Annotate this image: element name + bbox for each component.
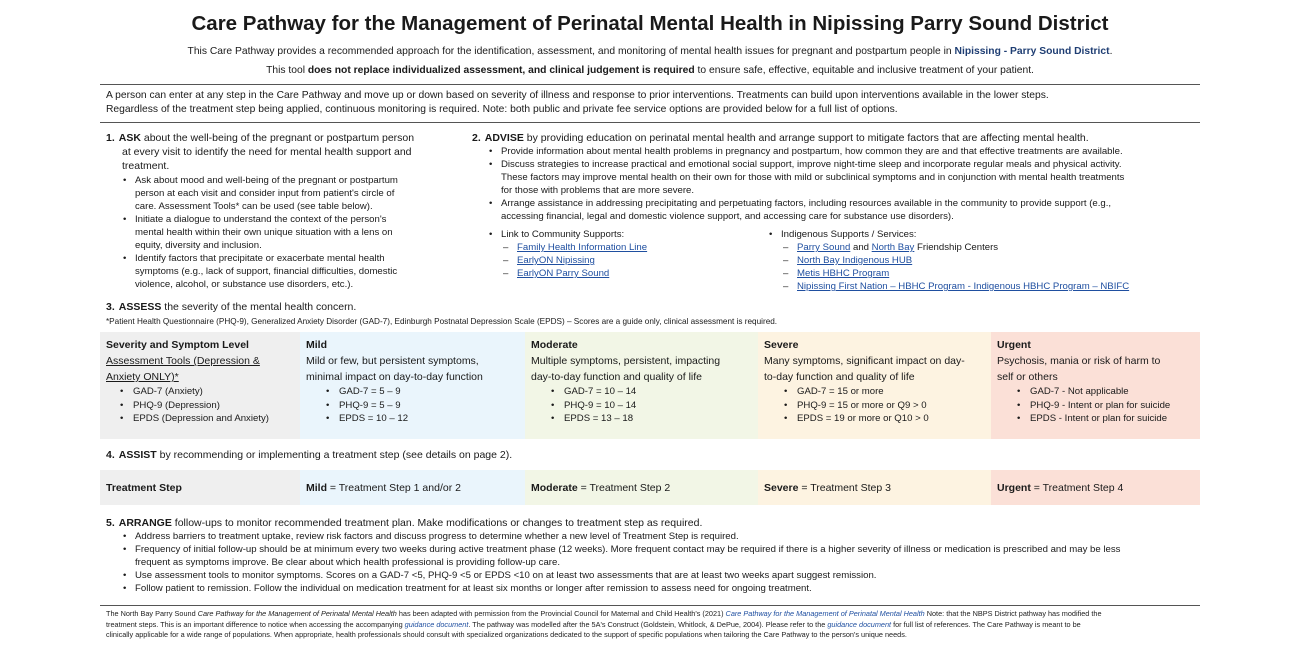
severity-scores — [764, 385, 985, 426]
tool-item: • EPDS (Depression and Anxiety) — [100, 412, 294, 426]
indigenous-links — [780, 241, 1184, 293]
link-pcmch-care-pathway[interactable]: Care Pathway for the Management of Perinatal Mental Health — [725, 609, 925, 618]
assist-number: 4. — [106, 449, 115, 461]
arrange-heading — [106, 516, 1196, 530]
footer-line-2: treatment steps. This is an important difference to notice when accessing the accompanying guidance document. The pathway was modelled after the 5A's Construct (Goldstein, Whitlock, & DePue, 2004). Please refer to the guidance document for full list of references. The Care Pathway is meant to be — [106, 619, 1081, 629]
link-earlyon-parry-sound[interactable]: EarlyON Parry Sound — [517, 268, 610, 279]
treatment-step-label-cell — [100, 470, 300, 505]
severity-desc: to-day function and quality of life — [764, 371, 915, 383]
severity-desc: Multiple symptoms, persistent, impacting — [531, 355, 721, 367]
severity-cell-moderate — [525, 332, 758, 439]
treatment-level: Severe — [764, 482, 799, 494]
arrange-keyword: ARRANGE — [118, 517, 172, 529]
severity-desc: Mild or few, but persistent symptoms, — [306, 355, 479, 367]
assessment-tools-title-2: Anxiety ONLY)* — [106, 371, 179, 383]
indigenous-link-item — [780, 241, 1184, 254]
link-guidance-document-2[interactable]: guidance document — [827, 619, 892, 629]
assist-heading — [106, 448, 806, 462]
score-item: • EPDS = 19 or more or Q10 > 0 — [764, 412, 985, 426]
ask-bullet: • Initiate a dialogue to understand the context of the person's mental health within their own unique situation with a lens on equity, diversity and inclusion. — [118, 213, 456, 252]
support-links — [472, 228, 1197, 293]
severity-scores — [306, 385, 519, 426]
severity-cell-severe — [758, 332, 991, 439]
link-family-health-line[interactable]: Family Health Information Line — [517, 242, 648, 253]
severity-header-cell — [100, 332, 300, 439]
score-item: • PHQ-9 = 5 – 9 — [306, 399, 519, 413]
footer-line-3: clinically applicable for a wide range of populations. When appropriate, health professionals should consult with specialized organizations dedicated to the support of specific populations when tailoring the Care Pathway to the person's unique needs. — [106, 630, 907, 639]
community-link-item — [500, 254, 764, 267]
severity-cell-mild — [300, 332, 525, 439]
severity-scores — [997, 385, 1194, 426]
link-earlyon-nipissing[interactable]: EarlyON Nipissing — [517, 255, 595, 266]
score-item: • EPDS - Intent or plan for suicide — [997, 412, 1194, 426]
disclaimer-pre: This tool — [266, 65, 308, 76]
assess-lead: the severity of the mental health concern. — [161, 301, 357, 313]
treatment-text: = Treatment Step 4 — [1030, 482, 1124, 494]
disclaimer-bold: does not replace individualized assessment, and clinical judgement is required — [307, 65, 695, 76]
severity-level-name: Urgent — [997, 339, 1031, 351]
arrange-bullet: • Use assessment tools to monitor symptoms. Scores on a GAD-7 <5, PHQ-9 <5 or EPDS <10 on at least two assessments that are at least two weeks apart suggest remission. — [118, 569, 1196, 582]
advise-heading — [472, 131, 1197, 145]
indigenous-link-item — [780, 280, 1184, 293]
treatment-cell-urgent — [991, 470, 1200, 505]
severity-table — [100, 332, 1200, 439]
tool-item: • PHQ-9 (Depression) — [100, 399, 294, 413]
arrange-lead: follow-ups to monitor recommended treatment plan. Make modifications or changes to treatment step as required. — [171, 517, 703, 529]
severity-level-name: Moderate — [531, 339, 578, 351]
ask-lead-3: treatment. — [122, 160, 170, 172]
treatment-step-row — [100, 470, 1200, 505]
and-text: and — [850, 242, 872, 253]
intro-line-1: A person can enter at any step in the Care Pathway and move up or down based on severity of illness and response to prior interventions. Treatments can build upon interventions available in the lower steps. — [106, 90, 1049, 101]
ask-bullets — [118, 174, 456, 291]
assessment-tools-note: *Patient Health Questionnaire (PHQ-9), Generalized Anxiety Disorder (GAD-7), Edinburgh Postnatal Depression Scale (EPDS) – Scores are a guide only, clinical assessment is required. — [106, 317, 778, 326]
community-links — [500, 241, 764, 280]
arrange-number: 5. — [106, 517, 115, 529]
page-title: Care Pathway for the Management of Perinatal Mental Health in Nipissing Parry Sound District — [191, 12, 1109, 35]
arrange-bullet: • Follow patient to remission. Follow the individual on medication treatment for at least six months or longer after remission to assess need for ongoing treatment. — [118, 582, 1196, 595]
subtitle-disclaimer — [100, 65, 1200, 76]
assess-heading — [106, 300, 806, 314]
treatment-cell-moderate — [525, 470, 758, 505]
indigenous-supports — [764, 228, 1184, 293]
section-assist — [106, 448, 806, 462]
community-link-item — [500, 267, 764, 280]
score-item: • PHQ-9 = 10 – 14 — [531, 399, 752, 413]
section-arrange — [106, 516, 1196, 595]
link-guidance-document[interactable]: guidance document — [404, 619, 469, 629]
advise-keyword: ADVISE — [484, 132, 524, 144]
treatment-level: Moderate — [531, 482, 578, 494]
section-advise — [472, 131, 1197, 293]
footer-attribution — [106, 609, 1196, 641]
score-item: • PHQ-9 = 15 or more or Q9 > 0 — [764, 399, 985, 413]
subtitle-scope-end: . — [1109, 46, 1113, 57]
score-item: • PHQ-9 - Intent or plan for suicide — [997, 399, 1194, 413]
score-item: • GAD-7 = 10 – 14 — [531, 385, 752, 399]
community-link-item — [500, 241, 764, 254]
divider-intro — [100, 122, 1200, 123]
divider-footer — [100, 605, 1200, 606]
indigenous-supports-label: • Indigenous Supports / Services: — [764, 228, 1184, 241]
score-item: • GAD-7 = 5 – 9 — [306, 385, 519, 399]
link-nipissing-first-nation[interactable]: Nipissing First Nation – HBHC Program - Indigenous HBHC Program – NBIFC — [797, 281, 1130, 292]
link-metis-hbhc[interactable]: Metis HBHC Program — [797, 268, 890, 279]
treatment-text: = Treatment Step 2 — [577, 482, 671, 494]
advise-lead: by providing education on perinatal mental health and arrange support to mitigate factors that are affecting mental health. — [523, 132, 1089, 144]
arrange-bullet: • Address barriers to treatment uptake, review risk factors and discuss progress to determine whether a new level of Treatment Step is required. — [118, 530, 1196, 543]
disclaimer-post: to ensure safe, effective, equitable and inclusive treatment of your patient. — [694, 65, 1034, 76]
severity-desc: day-to-day function and quality of life — [531, 371, 703, 383]
indigenous-link-item — [780, 267, 1184, 280]
assessment-tools-title: Assessment Tools (Depression & — [106, 355, 260, 367]
severity-desc: minimal impact on day-to-day function — [306, 371, 483, 383]
ask-keyword: ASK — [118, 132, 141, 144]
severity-scores — [531, 385, 752, 426]
ask-bullet: • Identify factors that precipitate or exacerbate mental health symptoms (e.g., lack of support, financial difficulties, domestic violence, alcohol, or substance use disorders, etc.). — [118, 252, 456, 291]
district-highlight: Nipissing - Parry Sound District — [954, 46, 1110, 57]
ask-lead: about the well-being of the pregnant or postpartum person — [140, 132, 415, 144]
treatment-level: Mild — [306, 482, 327, 494]
footer-line-1: The North Bay Parry Sound Care Pathway for the Management of Perinatal Mental Health has been adapted with permission from the Provincial Council for Maternal and Child Health's (2021) Care Pathway for the Management of Perinatal Mental Health Note: that the NBPS District pathway has modified the — [106, 609, 1102, 618]
ask-lead-2: at every visit to identify the need for mental health support and — [122, 146, 412, 158]
divider-top — [100, 84, 1200, 85]
severity-level-name: Severe — [764, 339, 799, 351]
arrange-bullet: • Frequency of initial follow-up should be at minimum every two weeks during active treatment phase (12 weeks). More frequent contact may be required if there is a higher severity of illness or medication is prescribed and may be less frequent as symptoms improve. Be clear about which health professional is providing follow-up care. — [118, 543, 1196, 569]
advise-bullet: • Discuss strategies to increase practical and emotional social support, improve night-time sleep and incorporate regular meals and physical activity. These factors may improve mental health on their own for those with mild or subclinical symptoms and in conjunction with mental health treatments for those with problems that are more severe. — [484, 158, 1197, 197]
severity-cell-urgent — [991, 332, 1200, 439]
section-assess — [106, 300, 806, 314]
care-pathway-page — [100, 0, 1200, 650]
link-north-bay[interactable]: North Bay — [871, 242, 915, 253]
treatment-text: = Treatment Step 1 and/or 2 — [327, 482, 461, 494]
treatment-cell-severe — [758, 470, 991, 505]
score-item: • EPDS = 10 – 12 — [306, 412, 519, 426]
advise-bullet: • Arrange assistance in addressing precipitating and perpetuating factors, including resources available in the community to provide support (e.g., accessing financial, legal and domestic violence support, and accessing care for substance use disorders). — [484, 197, 1197, 223]
score-item: • EPDS = 13 – 18 — [531, 412, 752, 426]
intro-text — [106, 89, 1196, 117]
advise-number: 2. — [472, 132, 481, 144]
subtitle-scope — [100, 46, 1200, 57]
advise-bullet: • Provide information about mental health problems in pregnancy and postpartum, how common they are and that effective treatments are available. — [484, 145, 1197, 158]
treatment-text: = Treatment Step 3 — [798, 482, 891, 494]
severity-desc: self or others — [997, 371, 1058, 383]
treatment-cell-mild — [300, 470, 525, 505]
ask-bullet: • Ask about mood and well-being of the pregnant or postpartum person at each visit and consider input from patient's circle of care. Assessment Tools* can be used (see table below). — [118, 174, 456, 213]
section-ask — [106, 131, 456, 291]
intro-line-2: Regardless of the treatment step being applied, continuous monitoring is required. Note: both public and private fee service options are provided below for a full list of options. — [106, 104, 898, 115]
score-item: • GAD-7 - Not applicable — [997, 385, 1194, 399]
link-parry-sound[interactable]: Parry Sound — [797, 242, 851, 253]
severity-header-title: Severity and Symptom Level — [106, 339, 249, 351]
tool-item: • GAD-7 (Anxiety) — [100, 385, 294, 399]
ask-number: 1. — [106, 132, 115, 144]
assist-keyword: ASSIST — [118, 449, 157, 461]
severity-level-name: Mild — [306, 339, 327, 351]
link-north-bay-indigenous-hub[interactable]: North Bay Indigenous HUB — [797, 255, 913, 266]
assess-keyword: ASSESS — [118, 301, 162, 313]
subtitle-scope-text: This Care Pathway provides a recommended approach for the identification, assessment, and monitoring of mental health issues for pregnant and postpartum people in — [187, 46, 955, 57]
tool-list — [100, 385, 294, 426]
severity-desc: Many symptoms, significant impact on day- — [764, 355, 965, 367]
community-supports — [472, 228, 764, 293]
ask-heading — [106, 131, 456, 145]
severity-desc: Psychosis, mania or risk of harm to — [997, 355, 1161, 367]
treatment-step-label: Treatment Step — [106, 482, 182, 494]
advise-bullets — [484, 145, 1197, 223]
arrange-bullets — [118, 530, 1196, 595]
community-supports-label: • Link to Community Supports: — [484, 228, 764, 241]
assist-lead: by recommending or implementing a treatment step (see details on page 2). — [156, 449, 513, 461]
score-item: • GAD-7 = 15 or more — [764, 385, 985, 399]
assess-number: 3. — [106, 301, 115, 313]
treatment-level: Urgent — [997, 482, 1031, 494]
friendship-centers-text: Friendship Centers — [914, 242, 999, 253]
indigenous-link-item — [780, 254, 1184, 267]
